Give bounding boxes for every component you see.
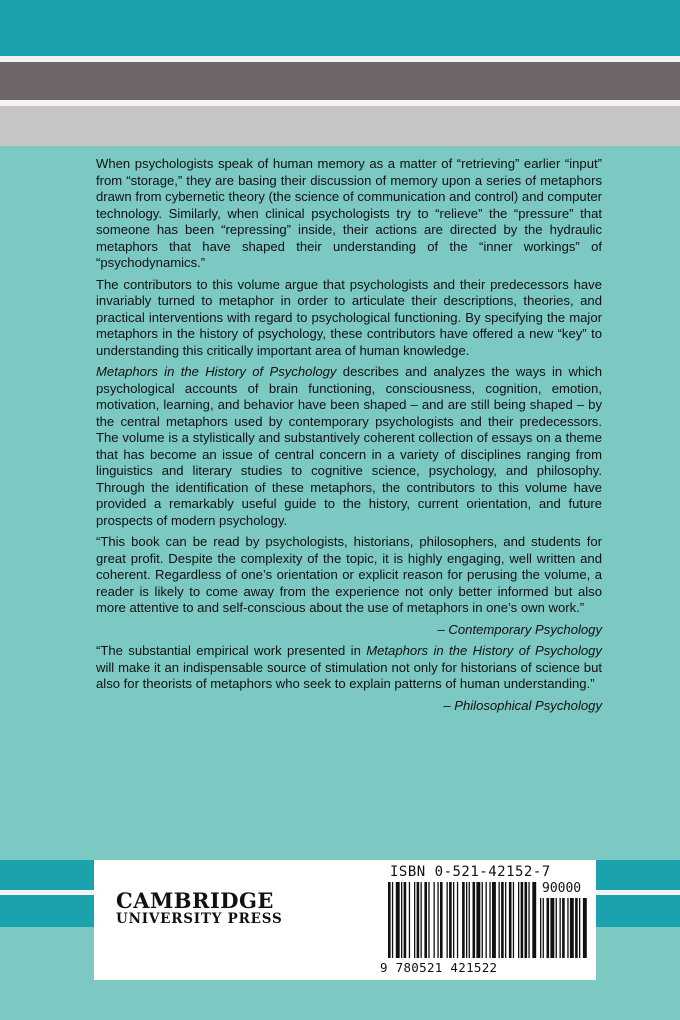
blurb-paragraph-2: The contributors to this volume argue that psychologists and their predecessors have invariably turned to metaphor in order to articulate their descriptions, theories, and practical interventions with regard to psychological functioning. By specifying the major metaphors in the history of psychology, these contributors have offered a new “key” to understanding this critically important area of human knowledge. (96, 276, 602, 358)
barcode-ean-digits: 9 780521 421522 (380, 960, 498, 975)
review-source-1: – Contemporary Psychology (437, 621, 602, 637)
isbn-label: ISBN 0-521-42152-7 (390, 864, 551, 880)
blurb-paragraph-3-text: describes and analyzes the ways in which psychological accounts of brain functioning, consciousness, cognition, emotion, motivation, learning, and behavior have been shaped – and are still being shaped – by the central metaphors used by contemporary psychologists and their predecessors. The volume is a stylistically and substantively coherent collection of essays on a theme that has become an issue of central concern in a variety of disciplines ranging from linguistics and literary studies to cognitive science, psychology, and philosophy. Through the identification of these metaphors, the contributors to this volume have provided a remarkably useful guide to the history, current orientation, and future prospects of modern psychology. (96, 364, 602, 528)
review-source-2: – Philosophical Psychology (443, 697, 602, 713)
review-quote-1: “This book can be read by psychologists, historians, philosophers, and students for great profit. Despite the complexity of the topic, it is highly engaging, well written and coherent. Regardless of one’s orientation or explicit reason for perusing the volume, a reader is likely to come away from the experience not only better informed but also more attentive to and self-conscious about the use of metaphors in one’s own work.” (96, 534, 602, 615)
publisher-name: CAMBRIDGE (116, 888, 274, 913)
barcode-addon-digits: 90000 (542, 881, 582, 896)
dark-gray-band (0, 62, 680, 100)
blurb-paragraph-3 (96, 364, 602, 529)
top-teal-band (0, 0, 680, 56)
publisher-subtitle: UNIVERSITY PRESS (116, 911, 283, 927)
publisher-logo (116, 888, 283, 927)
back-cover-blurb (96, 156, 602, 719)
review-quote-2-start: “The substantial empirical work presented in (96, 643, 367, 658)
review-quote-2 (96, 643, 602, 693)
book-title: Metaphors in the History of Psychology (96, 364, 337, 379)
publisher-barcode-panel (94, 860, 596, 980)
book-title-2: Metaphors in the History of Psychology (366, 643, 602, 658)
blurb-paragraph-1: When psychologists speak of human memory as a matter of “retrieving” earlier “input” from “storage,” they are basing their discussion of memory upon a series of metaphors drawn from cybernetic theory (the science of communication and control) and computer technology. Similarly, when clinical psychologists try to “relieve” the “pressure” that someone has been “repressing” inside, their actions are directed by the hydraulic metaphors that have shaped their understanding of the “inner workings” of “psychodynamics.” (96, 156, 602, 270)
light-gray-band (0, 106, 680, 146)
review-quote-2-end: will make it an indispensable source of stimulation not only for historians of science but also for theorists of metaphors who seek to explain patterns of human understanding.” (96, 659, 602, 691)
